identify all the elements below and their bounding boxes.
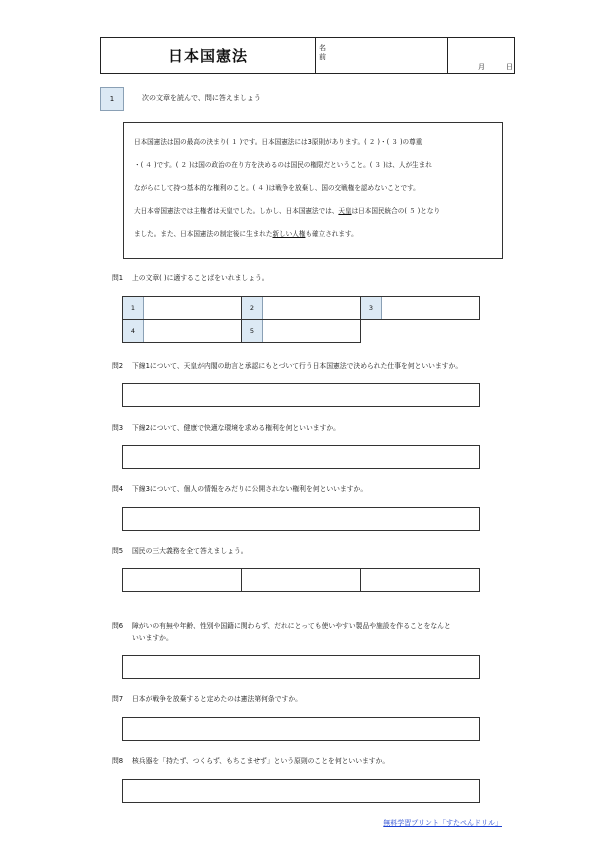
name-field[interactable] bbox=[315, 38, 448, 73]
section-number: 1 bbox=[100, 87, 124, 111]
answer-box-5a[interactable] bbox=[122, 568, 242, 592]
passage-line: ・( ４ )です。( ２ )は国の政治の在り方を決めるのは国民の権限だということ。( ３ )は、人が生まれ bbox=[134, 161, 432, 169]
section-instruction: 次の文章を読んで、問に答えましょう bbox=[142, 94, 261, 102]
answer-box-7[interactable] bbox=[122, 717, 480, 741]
answer-cell-2[interactable]: 2 bbox=[241, 296, 361, 320]
question-3: 問3 下線2について、健康で快適な環境を求める権利を何といいますか。 bbox=[112, 424, 340, 432]
answer-cell-4[interactable]: 4 bbox=[122, 319, 242, 343]
question-6-cont: いいますか。 bbox=[132, 634, 173, 642]
name-label-2: 前 bbox=[319, 53, 326, 61]
question-8: 問8 核兵器を「持たず、つくらず、もちこませず」という原則のことを何といいますか。 bbox=[112, 757, 390, 765]
passage-line: 日本国憲法は国の最高の決まり( １ )です。日本国憲法には3原則があります。( ２ )・( ３ )の尊重 bbox=[134, 138, 423, 146]
question-1: 問1 上の文章( )に適することばをいれましょう。 bbox=[112, 274, 269, 282]
answer-cell-5[interactable]: 5 bbox=[241, 319, 361, 343]
page-title: 日本国憲法 bbox=[101, 38, 316, 73]
answer-box-5b[interactable] bbox=[241, 568, 361, 592]
month-label: 月 bbox=[478, 63, 485, 71]
question-6: 問6 障がいの有無や年齢、性別や国籍に関わらず、だれにとっても使いやすい製品や施設を作ることをなんと bbox=[112, 622, 451, 630]
answer-box-4[interactable] bbox=[122, 507, 480, 531]
passage-line: ながらにして持つ基本的な権利のこと。( ４ )は戦争を放棄し、国の交戦権を認めないことです。 bbox=[134, 184, 420, 192]
reading-passage bbox=[123, 122, 503, 259]
answer-box-5c[interactable] bbox=[360, 568, 480, 592]
day-label: 日 bbox=[506, 63, 513, 71]
answer-box-6[interactable] bbox=[122, 655, 480, 679]
question-7: 問7 日本が戦争を放棄すると定めたのは憲法第何条ですか。 bbox=[112, 695, 302, 703]
answer-cell-1[interactable]: 1 bbox=[122, 296, 242, 320]
question-5: 問5 国民の三大義務を全て答えましょう。 bbox=[112, 547, 248, 555]
passage-line: 大日本帝国憲法では主権者は天皇でした。しかし、日本国憲法では、天皇は日本国民統合の( ５ )となり bbox=[134, 207, 441, 215]
answer-box-3[interactable] bbox=[122, 445, 480, 469]
name-label-1: 名 bbox=[319, 44, 326, 52]
question-4: 問4 下線3について、個人の情報をみだりに公開されない権利を何といいますか。 bbox=[112, 485, 368, 493]
answer-box-2[interactable] bbox=[122, 383, 480, 407]
worksheet-header bbox=[100, 37, 515, 74]
underline-1: 天皇 bbox=[338, 207, 352, 215]
answer-cell-3[interactable]: 3 bbox=[360, 296, 480, 320]
question-2: 問2 下線1について、天皇が内閣の助言と承認にもとづいて行う日本国憲法で決められた仕事を何といいますか。 bbox=[112, 362, 463, 370]
underline-2: 新しい人権 bbox=[272, 230, 306, 238]
answer-box-8[interactable] bbox=[122, 779, 480, 803]
passage-line: ました。また、日本国憲法の制定後に生まれた新しい人権も確立されます。 bbox=[134, 230, 358, 238]
date-field[interactable] bbox=[448, 38, 514, 73]
footer-link[interactable]: 無料学習プリント「すたぺんドリル」 bbox=[383, 819, 502, 827]
